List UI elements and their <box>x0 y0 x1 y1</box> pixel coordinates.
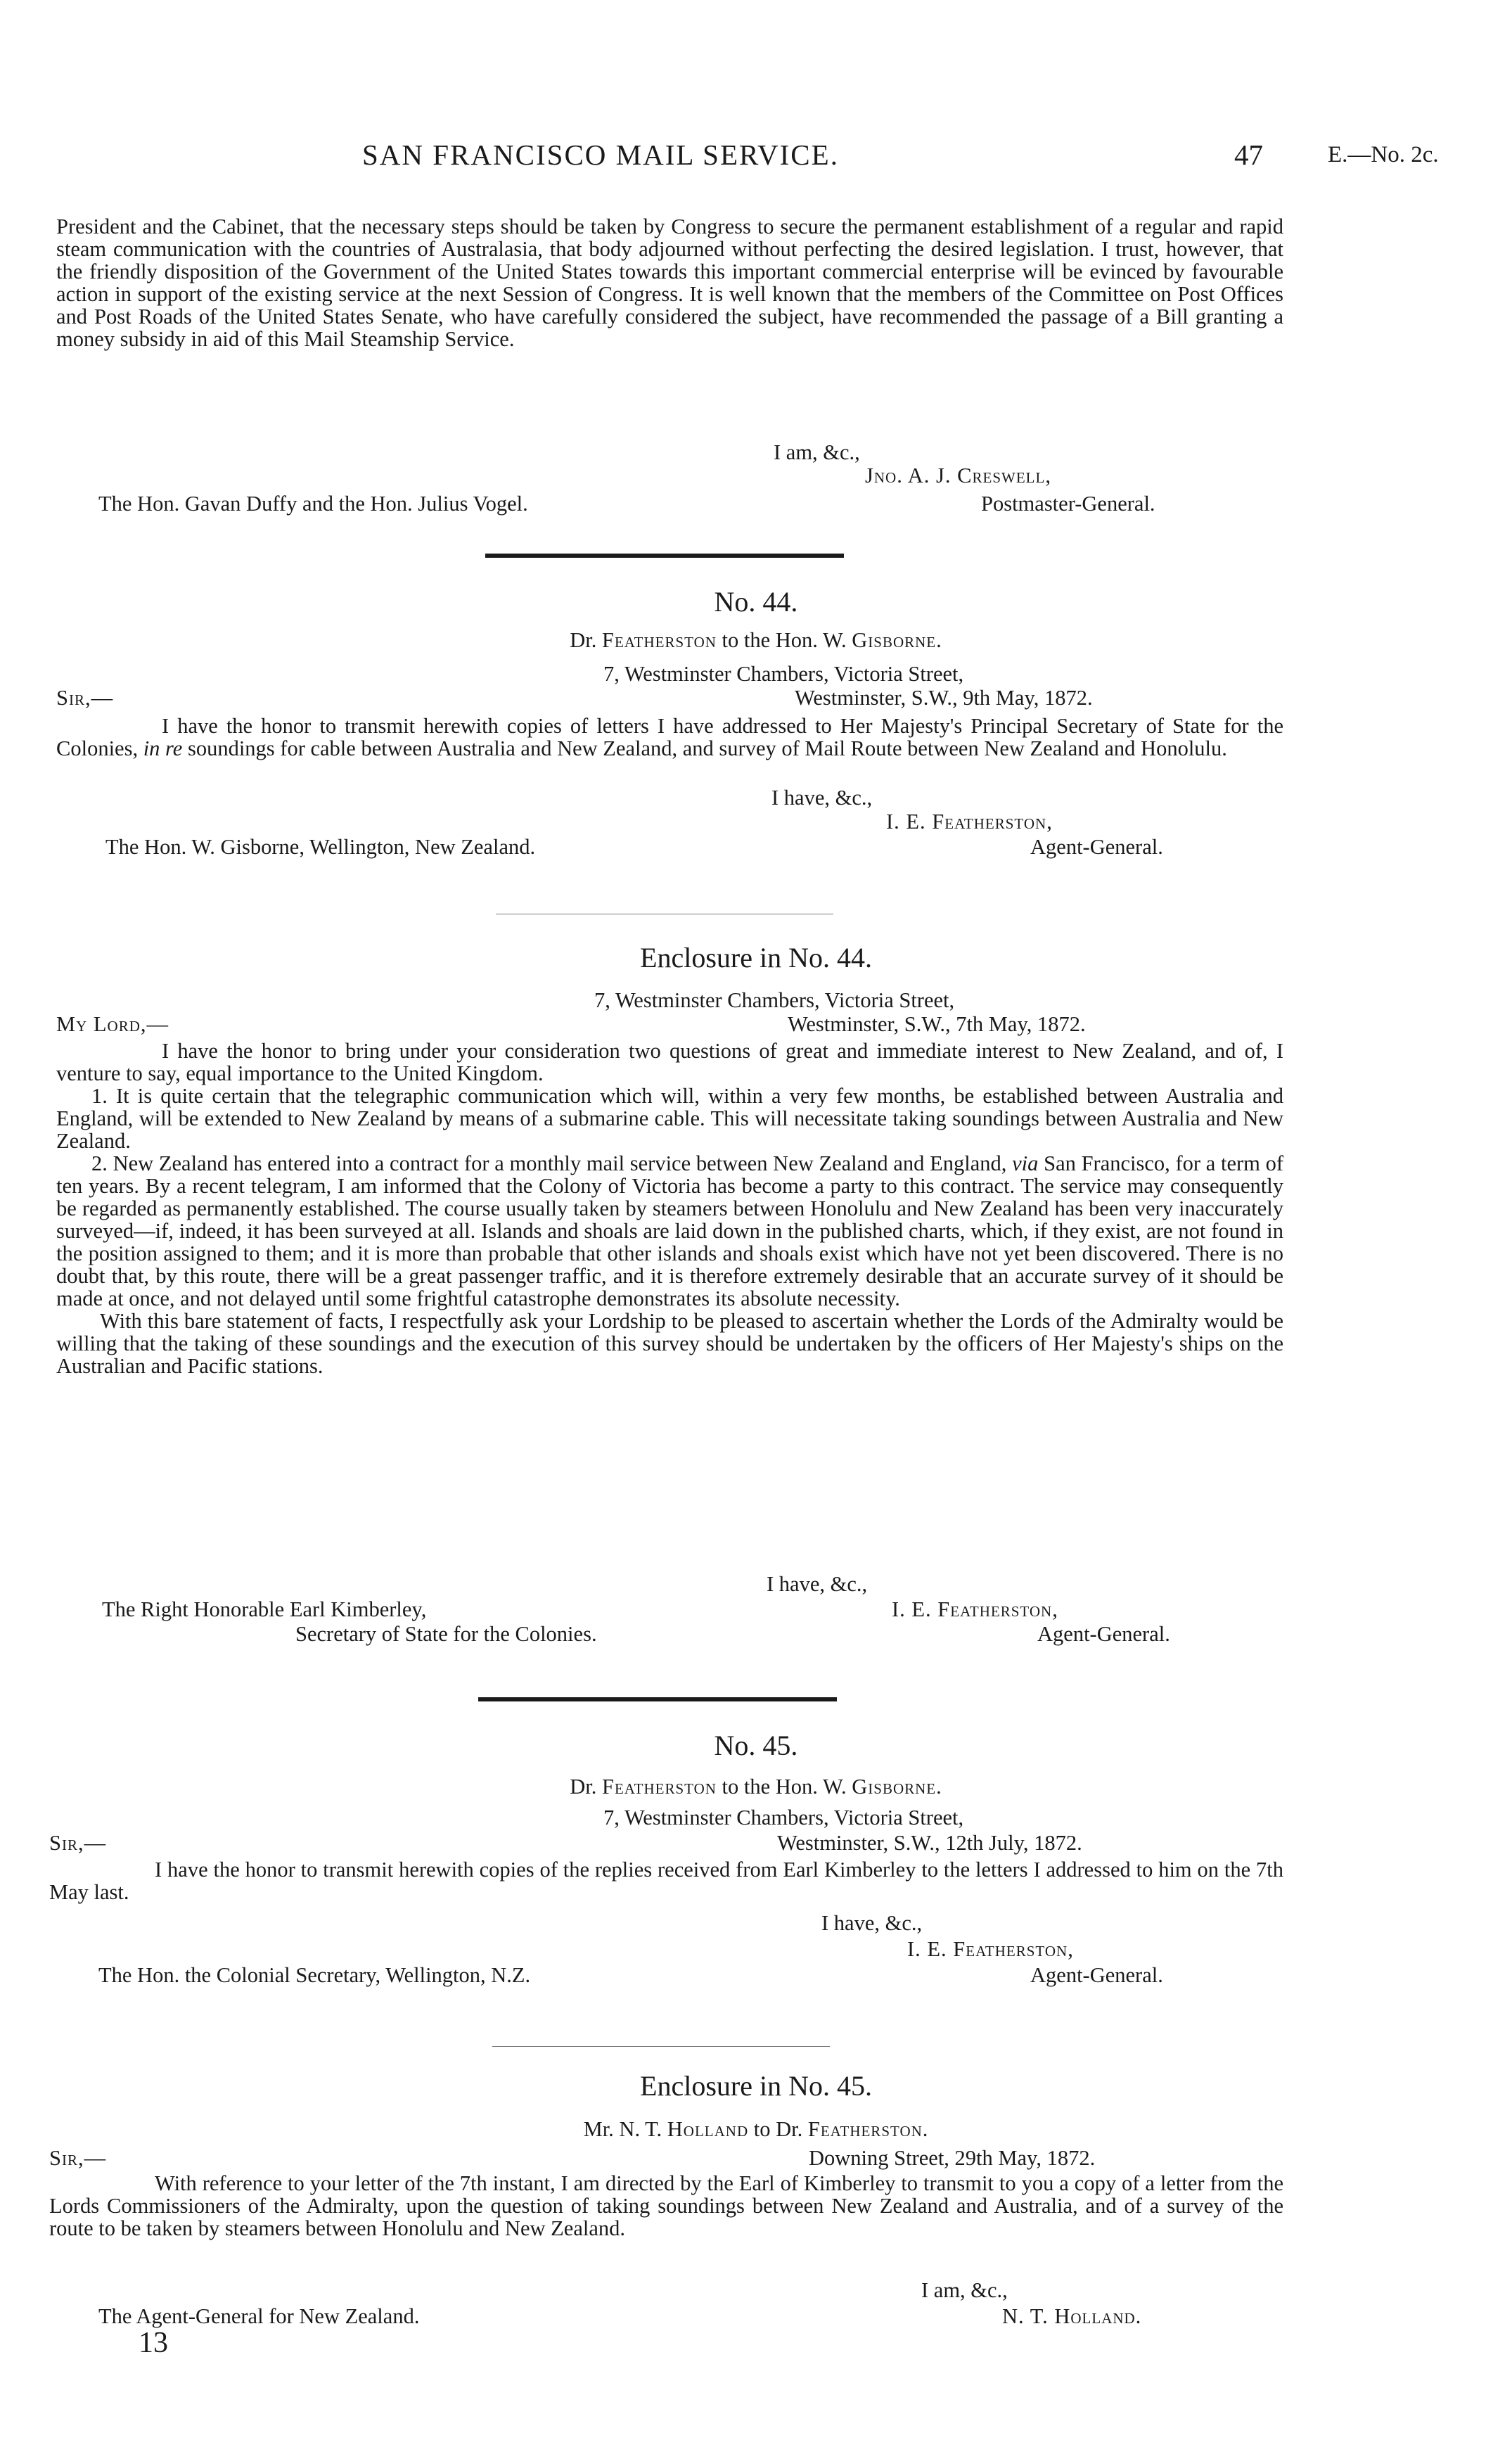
section-divider <box>478 1697 837 1701</box>
enclosure-45-heading: Enclosure in No. 45. <box>640 2070 872 2102</box>
latin-phrase: via <box>1012 1151 1039 1175</box>
recipient-name: Featherston. <box>807 2117 929 2141</box>
letter-45-paragraph: I have the honor to transmit herewith copies of the replies received from Earl Kimberley to the letters I addressed to him on the 7th May last. <box>49 1858 1283 1904</box>
body-text: 2. New Zealand has entered into a contract for a monthly mail service between New Zealand and England, <box>91 1151 1007 1175</box>
letter-44-signatory: I. E. Featherston, <box>886 810 1053 833</box>
intro-body <box>56 215 1283 350</box>
enclosure-44-paragraph-2: 1. It is quite certain that the telegraphic communication which will, within a very few months, be established between Australia and England, will be extended to New Zealand by means of a submarine cable. This will necessitate taking soundings between Australia and New Zealand. <box>56 1084 1283 1153</box>
intro-paragraph: President and the Cabinet, that the necessary steps should be taken by Congress to secure the permanent establishment of a regular and rapid steam communication with the countries of Australasia, that body adjourned without perfecting the desired legislation. I trust, however, that the friendly disposition of the Government of the United States towards this important commercial enterprise will be evinced by favourable action in support of the existing service at the next Session of Congress. It is well known that the members of the Committee on Post Offices and Post Roads of the United States Senate, who have carefully considered the subject, have recommended the passage of a Bill granting a money subsidy in aid of this Mail Steamship Service. <box>56 215 1283 351</box>
enclosure-44-date: Westminster, S.W., 7th May, 1872. <box>788 1012 1086 1036</box>
enclosure-44-signatory: I. E. Featherston, <box>892 1597 1058 1621</box>
enclosure-45-salutation: Sir,— <box>49 2146 107 2170</box>
enclosure-45-body <box>49 2172 1283 2240</box>
enclosure-44-heading: Enclosure in No. 44. <box>640 942 872 973</box>
letter-44-addressee: The Hon. W. Gisborne, Wellington, New Zealand. <box>105 835 536 859</box>
page-title: SAN FRANCISCO MAIL SERVICE. <box>362 139 839 171</box>
sender-name: Holland <box>667 2117 749 2141</box>
from-to-mid: to the Hon. W. <box>722 1775 847 1799</box>
from-to-prefix: Dr. <box>570 1775 597 1799</box>
intro-closing: I am, &c., <box>774 440 860 464</box>
letter-44-salutation: Sir,— <box>56 686 114 710</box>
enclosure-45-addressee: The Agent-General for New Zealand. <box>98 2304 420 2328</box>
letter-45-heading: No. 45. <box>714 1730 798 1761</box>
sender-name: Featherston <box>602 1775 717 1799</box>
letter-45-addressee: The Hon. the Colonial Secretary, Wellington, N.Z. <box>98 1963 531 1987</box>
letter-44-body <box>56 715 1283 760</box>
enclosure-44-closing: I have, &c., <box>767 1572 868 1596</box>
thin-divider <box>492 2046 830 2047</box>
enclosure-45-signatory: N. T. Holland. <box>1002 2304 1142 2328</box>
letter-44-paragraph <box>56 715 1283 760</box>
letter-44-signatory-title: Agent-General. <box>1030 835 1163 859</box>
letter-44-heading: No. 44. <box>714 586 798 618</box>
body-text: San Francisco, for a term of ten years. By a recent telegram, I am informed that the Colony of Victoria has become a party to this contract. The service may consequently be regarded as permanently established. The course usually taken by steamers between Honolulu and New Zealand has been very inaccurately surveyed—if, indeed, it has been surveyed at all. Islands and shoals are laid down in the published charts, which, if they exist, are not found in the position assigned to them; and it is more than probable that other islands and shoals exist which have not yet been discovered. There is no doubt that, by this route, there will be a great passenger traffic, and it is therefore extremely desirable that an accurate survey of it should be made at once, and not delayed until some frightful catastrophe demonstrates its absolute necessity. <box>56 1151 1284 1310</box>
letter-44-address: 7, Westminster Chambers, Victoria Street, <box>603 662 964 686</box>
enclosure-44-paragraph-4: With this bare statement of facts, I respectfully ask your Lordship to be pleased to ascertain whether the Lords of the Admiralty would be willing that the taking of these soundings and the execution of this survey should be undertaken by the officers of Her Majesty's ships on the Australian and Pacific stations. <box>56 1309 1283 1378</box>
enclosure-44-body <box>56 1040 1283 1377</box>
enclosure-45-paragraph: With reference to your letter of the 7th instant, I am directed by the Earl of Kimberley to transmit to you a copy of a letter from the Lords Commissioners of the Admiralty, upon the question of taking soundings between New Zealand and Australia, and of a survey of the route to be taken by steamers between Honolulu and New Zealand. <box>49 2171 1283 2240</box>
letter-45-date: Westminster, S.W., 12th July, 1872. <box>777 1831 1082 1855</box>
letter-45-address: 7, Westminster Chambers, Victoria Street, <box>603 1806 964 1829</box>
enclosure-44-paragraph-1: I have the honor to bring under your consideration two questions of great and immediate interest to New Zealand, and of, I venture to say, equal importance to the United Kingdom. <box>56 1039 1283 1085</box>
letter-45-from-to <box>0 1775 1512 1799</box>
body-text: I have the honor to transmit herewith copies of letters I have addressed to Her Majesty's Principal Secretary of State for the Colonies, <box>56 714 1283 760</box>
sender-name: Featherston <box>602 628 717 652</box>
enclosure-44-salutation: My Lord,— <box>56 1012 169 1036</box>
page-number: 47 <box>1234 139 1263 171</box>
intro-signatory: Jno. A. J. Creswell, <box>865 464 1051 487</box>
letter-44-date: Westminster, S.W., 9th May, 1872. <box>795 686 1093 710</box>
from-to-mid: to Dr. <box>753 2117 803 2141</box>
section-divider <box>485 554 844 558</box>
latin-phrase: in re <box>143 736 183 760</box>
recipient-name: Gisborne. <box>852 1775 942 1799</box>
letter-45-signatory: I. E. Featherston, <box>907 1937 1074 1961</box>
from-to-prefix: Mr. N. T. <box>583 2117 662 2141</box>
enclosure-45-date: Downing Street, 29th May, 1872. <box>809 2146 1096 2170</box>
letter-45-closing: I have, &c., <box>821 1911 923 1935</box>
enclosure-44-addressee-1: The Right Honorable Earl Kimberley, <box>102 1597 427 1621</box>
from-to-mid: to the Hon. W. <box>722 628 847 652</box>
enclosure-44-paragraph-3 <box>56 1152 1283 1310</box>
body-text: soundings for cable between Australia and New Zealand, and survey of Mail Route between New Zealand and Honolulu. <box>187 736 1227 760</box>
printer-signature-mark: 13 <box>139 2327 168 2359</box>
recipient-name: Gisborne. <box>852 628 942 652</box>
letter-44-from-to <box>0 628 1512 653</box>
enclosure-45-from-to <box>0 2117 1512 2142</box>
enclosure-44-address: 7, Westminster Chambers, Victoria Street, <box>594 988 955 1012</box>
letter-45-salutation: Sir,— <box>49 1831 107 1855</box>
intro-signatory-title: Postmaster-General. <box>981 492 1155 516</box>
enclosure-44-addressee-2: Secretary of State for the Colonies. <box>295 1622 597 1646</box>
letter-45-body <box>49 1858 1283 1903</box>
from-to-prefix: Dr. <box>570 628 597 652</box>
letter-45-signatory-title: Agent-General. <box>1030 1963 1163 1987</box>
enclosure-44-signatory-title: Agent-General. <box>1037 1622 1170 1646</box>
running-header <box>0 138 1512 180</box>
document-reference: E.—No. 2c. <box>1328 142 1439 167</box>
enclosure-45-closing: I am, &c., <box>921 2278 1008 2302</box>
intro-addressee: The Hon. Gavan Duffy and the Hon. Julius Vogel. <box>98 492 528 516</box>
letter-44-closing: I have, &c., <box>771 786 873 810</box>
